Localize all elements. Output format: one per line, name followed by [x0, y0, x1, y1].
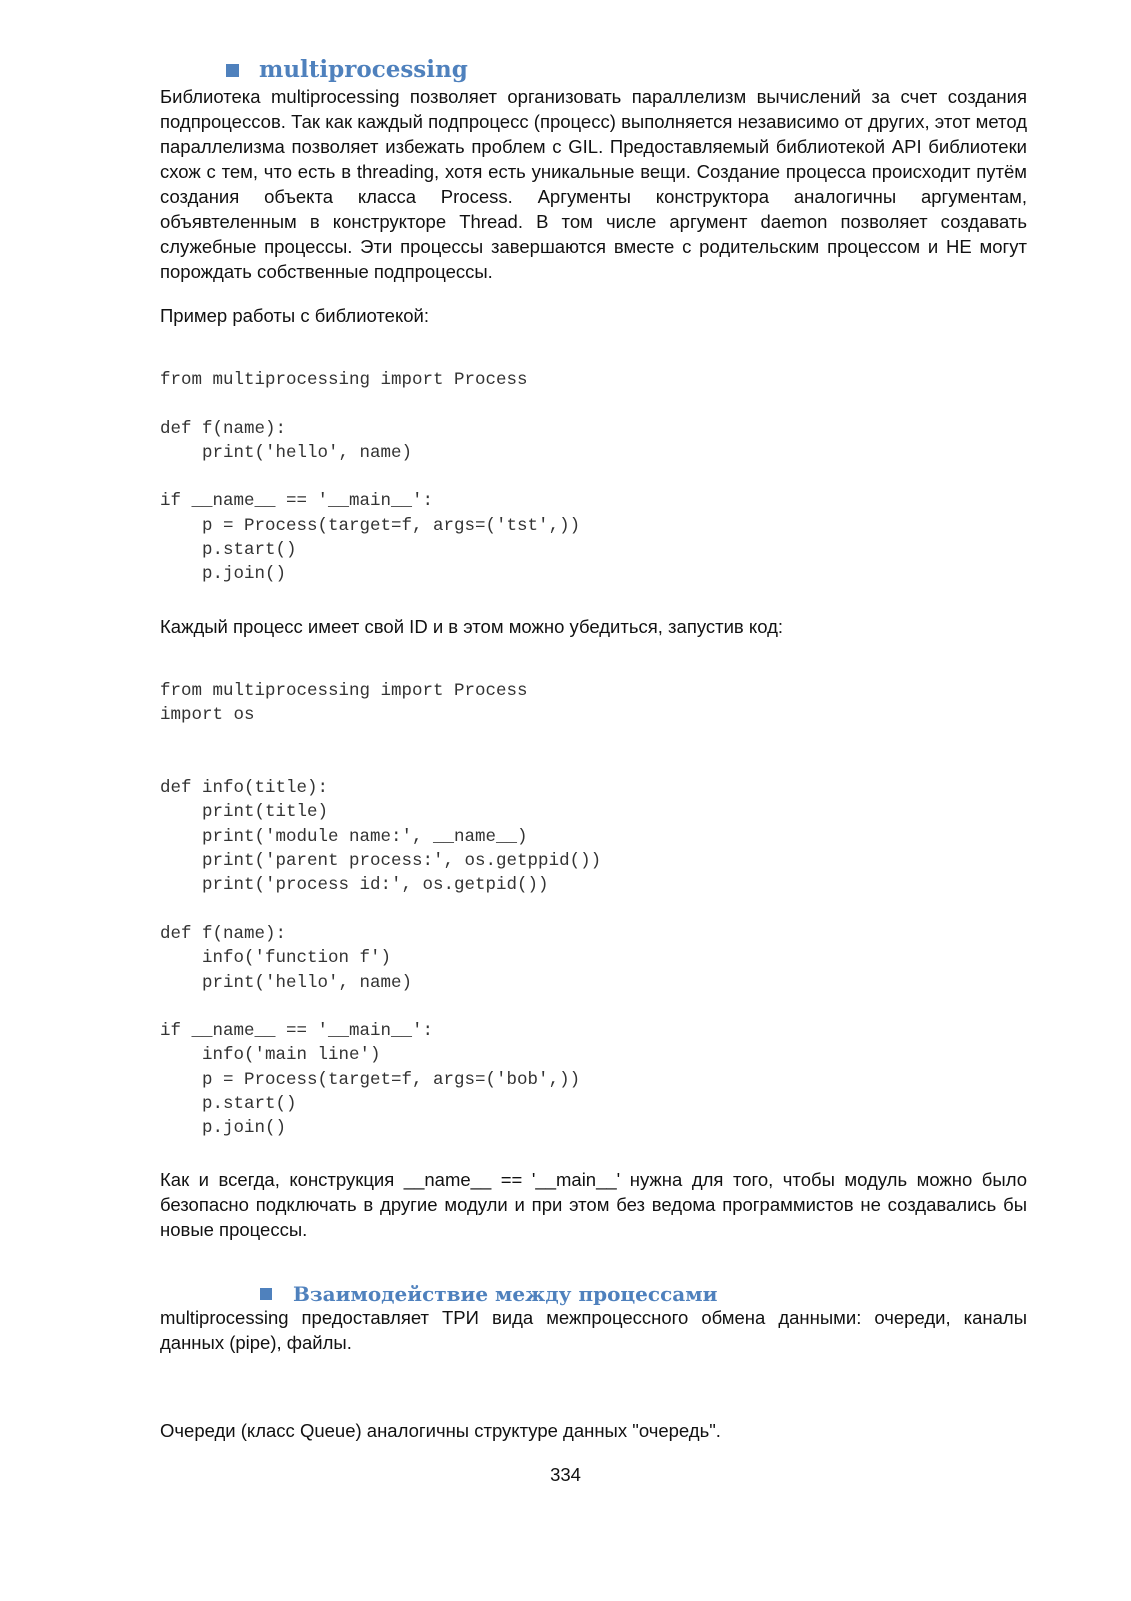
section-heading-multiprocessing [226, 56, 468, 84]
section-title: Взаимодействие между процессами [293, 1282, 718, 1306]
section-title: multiprocessing [259, 56, 468, 83]
main-guard-note: Как и всегда, конструкция __name__ == '__main__' нужна для того, чтобы модуль можно было безопасно подключать в другие модули и при этом без ведома программистов не создавались бы новые процессы. [160, 1169, 1027, 1240]
ipc-paragraph: multiprocessing предоставляет ТРИ вида межпроцессного обмена данными: очереди, каналы данных (pipe), файлы. [160, 1307, 1027, 1353]
code-block-process-info: from multiprocessing import Process import os def info(title): print(title) print('module name:', __name__) print('parent process:', os.getppid()) print('process id:', os.getpid()) def f(name): info('function f') print('hello', name) if __name__ == '__main__': info('main line') p = Process(target=f, args=('bob',)) p.start() p.join() [160, 681, 602, 1139]
process-id-caption: Каждый процесс имеет свой ID и в этом можно убедиться, запустив код: [160, 616, 784, 637]
section-heading-ipc [260, 1280, 717, 1308]
page-number: 334 [550, 1464, 581, 1485]
square-bullet-icon [260, 1288, 272, 1300]
square-bullet-icon [226, 64, 239, 77]
queue-paragraph: Очереди (класс Queue) аналогичны структуре данных "очередь". [160, 1420, 721, 1441]
intro-paragraph: Библиотека multiprocessing позволяет организовать параллелизм вычислений за счет создания подпроцессов. Так как каждый подпроцесс (процесс) выполняется независимо от других, этот метод параллелизма позволяет избежать проблем с GIL. Предоставляемый библиотекой API библиотеки схож с тем, что есть в threading, хотя есть уникальные вещи. Создание процесса происходит путём создания объекта класса Process. Аргументы конструктора аналогичны аргументам, объявтеленным в конструкторе Thread. В том числе аргумент daemon позволяет создавать служебные процессы. Эти процессы завершаются вместе с родительским процессом и НЕ могут порождать собственные подпроцессы. [160, 86, 1027, 282]
code-block-basic-process: from multiprocessing import Process def f(name): print('hello', name) if __name__ == '__main__': p = Process(target=f, args=('tst',)) p.start() p.join() [160, 370, 581, 585]
example-caption: Пример работы с библиотекой: [160, 305, 430, 326]
